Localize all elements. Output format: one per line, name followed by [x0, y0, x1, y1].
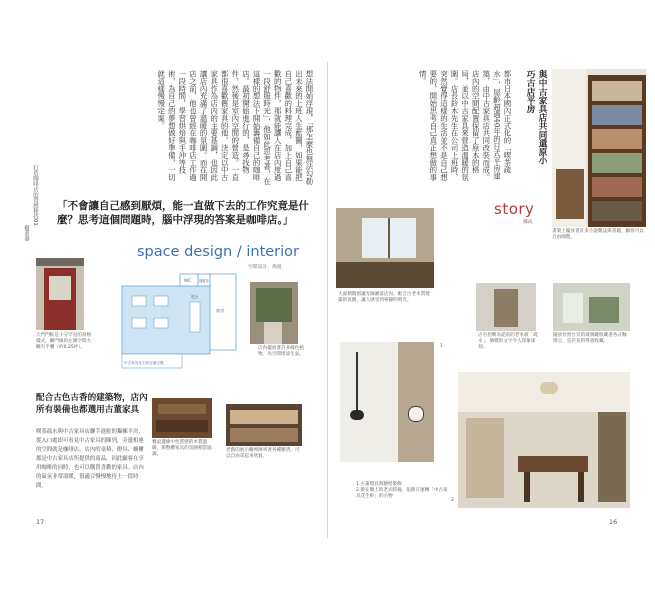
- left-body-text: 想法開始浮現，「那怎麼也無法勾勒出未來的上班人生藍圖，如果能把自己喜歡的料理完成，加上自己喜歡的物件，那就能讓人在店內度過一段舒服時光」，他如此思考著，在這樣的想法下開始籌備自己的咖啡店。最初開始進行的，是尋找物件，然後是室內空間的營造。一直都很喜歡舊家具的他，決定以中古家具作為店內的主要基調，也因此讓店內充滿了溫暖的氛圍。而在開店之前，他也曾經在咖啡店工作過一段時間，學習烘焙與手沖等技術，為自己的夢想做好準備，一切就這樣慢慢定案。: [156, 70, 314, 185]
- page-gutter: [327, 62, 328, 538]
- caption-glass: 擺放於窗台旁的玻璃罐收藏著各式咖啡豆，是店長的得意收藏。: [553, 333, 627, 345]
- caption-entrance: 大門門框是十分罕見的斜格樣式，廳門後的左側空間大概有半疊（約0.25坪）。: [36, 333, 92, 351]
- glass-jar-photo: [553, 283, 630, 331]
- caption-wood: 餐桌邊緣中性質感的木質溫暖，與整體家具的氛圍相當協調。: [152, 440, 212, 458]
- photo-number-2: 2: [451, 498, 454, 503]
- plants-photo: [250, 282, 298, 344]
- plan-label-wc: WC: [184, 278, 192, 283]
- plan-label-storage: 儲藏室: [199, 279, 210, 283]
- section-body: 喫茶疏水與中古家具店聯手進駐的獨棟平房，從入口處即可看見中古家具的陳列，旁邊相連的空間就是咖啡店。店內的桌椅、燈具、櫥櫃都是中古家具店所提供的商品，因此顧客在享用咖啡的同時，也可以購買喜歡的家具。店內的氣氛非常溫暖，很適合慢慢地待上一段時間。: [36, 429, 144, 489]
- right-article-title: 與中古家具店共同還原小巧古店平房: [525, 70, 547, 165]
- dining-room-photo: [458, 372, 630, 508]
- plan-table-2: [154, 296, 168, 306]
- photo-number-1: 1: [440, 344, 443, 349]
- space-design-subheading: 空間設計．佈置: [248, 265, 282, 270]
- plan-table-4: [154, 318, 168, 328]
- caption-window: 大面積開窗讓光線灑落店內，配合古老木質建築的氛圍，讓人感受到寧靜的時光。: [338, 292, 430, 304]
- sign-photo: [476, 283, 536, 331]
- plan-counter: [190, 302, 200, 332]
- story-heading: story: [494, 200, 535, 218]
- caption-sign: 店名招牌為從前的老木板「疏水」，簡樸的文字令人印象深刻。: [478, 333, 538, 351]
- page-number-right: 16: [609, 518, 618, 526]
- wood-table-photo: [152, 398, 212, 438]
- floor-plan-diagram: [118, 268, 240, 372]
- plan-label-counter: 吧台: [191, 294, 199, 299]
- display-shelf-photo: [226, 404, 302, 446]
- plan-table-1: [132, 296, 146, 306]
- section-heading: 配合古色古香的建築物，店內所有裝備也都選用古董家具: [36, 393, 148, 415]
- right-body-text: 都市日本國內正式化的「喫茶疏水」，屋齡超過40年的日式平房建築，由中古家具店共同改裝而成。店內的空間配置保留了原本的格局，並以中古家具來營造溫暖的氛圍。店長鈴木先生在公司上班時，突然覺得這樣的生活並不是自己想要的，開始思考自己真正想做的事情。: [418, 70, 512, 181]
- bookshelf-photo: [552, 69, 646, 227]
- entrance-photo: [36, 258, 84, 330]
- pull-quote: 「不會讓自己感到厭煩，能一直做下去的工作究竟是什麼？思考這個問題時，腦中浮現的答案是咖啡店。」: [57, 200, 309, 226]
- running-head: 打造咖啡店的質感秘技01: [32, 165, 38, 226]
- caption-bookshelf: 書架上擺放著許多小說雜誌與書籍，顧客可以自由閱覽。: [552, 229, 644, 241]
- plan-label-kitchen: 廚房: [216, 308, 225, 313]
- window-photo: [336, 208, 434, 288]
- caption-lamp-clock: 1.古董燈具與牆壁裝飾 2.掛在牆上的老式時鐘，依舊在運轉「中古家具花生軒」的古物: [356, 482, 448, 500]
- running-head-sub: 樹業器: [23, 225, 29, 242]
- plan-label-shop: 中古家具花生軒店頭空間: [124, 361, 164, 365]
- caption-plants: 店內擺放著許多綠色植物，為空間增添生氣。: [258, 346, 304, 358]
- story-subheading: 構成: [523, 220, 533, 225]
- lamp-clock-photo: [340, 342, 434, 462]
- page-number-left: 17: [36, 518, 45, 526]
- caption-shelf: 老舊的展示櫃裡陳列著各種雜貨，可以自由拿起來欣賞。: [226, 448, 300, 460]
- plan-table-3: [132, 318, 146, 328]
- space-design-heading: space design / interior: [137, 244, 299, 260]
